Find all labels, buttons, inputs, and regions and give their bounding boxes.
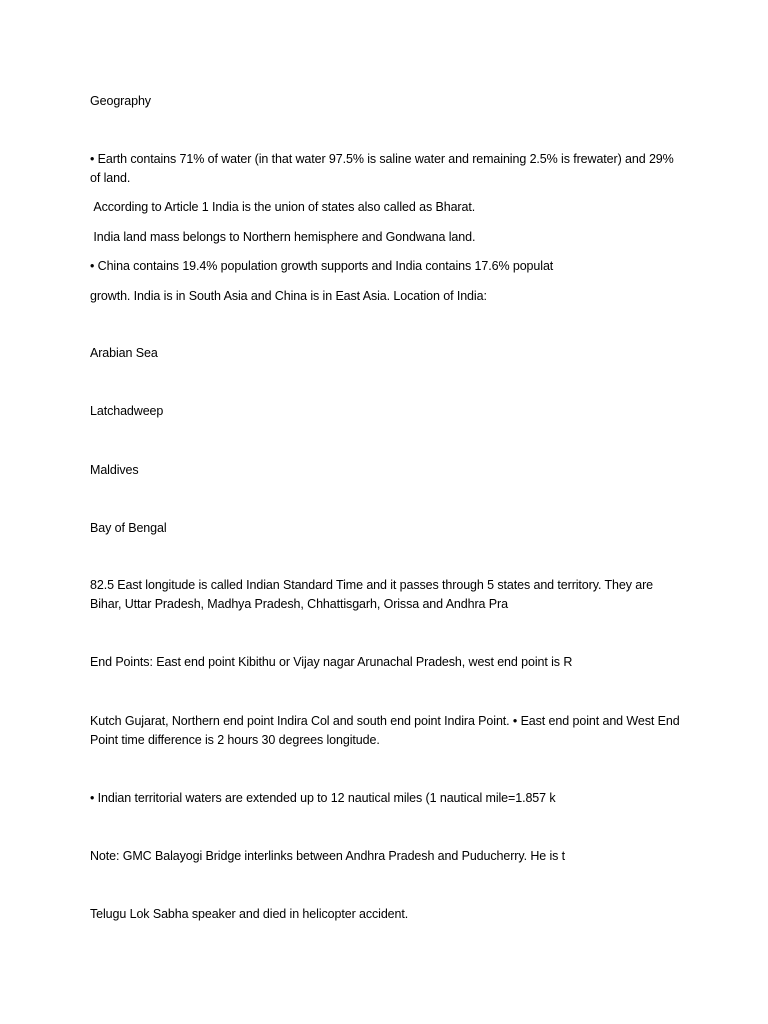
paragraph-kutch-gujarat: Kutch Gujarat, Northern end point Indira Col and south end point Indira Point. • East end point and West End Point time difference is 2 hours 30 degrees longitude. xyxy=(90,714,683,747)
paragraph-land-mass: India land mass belongs to Northern hemisphere and Gondwana land. xyxy=(90,230,476,244)
paragraph-balayogi-bridge: Note: GMC Balayogi Bridge interlinks between Andhra Pradesh and Puducherry. He is t xyxy=(90,849,566,863)
list-item-latchadweep: Latchadweep xyxy=(90,404,164,418)
paragraph-location-of-india: growth. India is in South Asia and China is in East Asia. Location of India: xyxy=(90,289,487,303)
paragraph-lok-sabha-speaker: Telugu Lok Sabha speaker and died in helicopter accident. xyxy=(90,907,409,921)
list-item-bay-of-bengal: Bay of Bengal xyxy=(90,521,167,535)
paragraph-china-population: • China contains 19.4% population growth supports and India contains 17.6% populat xyxy=(90,259,554,273)
document-heading: Geography xyxy=(90,94,151,108)
paragraph-end-points: End Points: East end point Kibithu or Vijay nagar Arunachal Pradesh, west end point is R xyxy=(90,655,573,669)
paragraph-article-1: According to Article 1 India is the union of states also called as Bharat. xyxy=(90,200,476,214)
list-item-arabian-sea: Arabian Sea xyxy=(90,346,158,360)
paragraph-territorial-waters: • Indian territorial waters are extended up to 12 nautical miles (1 nautical mile=1.857 k xyxy=(90,791,556,805)
paragraph-earth-water: • Earth contains 71% of water (in that water 97.5% is saline water and remaining 2.5% is frewater) and 29% of land. xyxy=(90,152,678,185)
paragraph-standard-time: 82.5 East longitude is called Indian Standard Time and it passes through 5 states and territory. They are Bihar, Uttar Pradesh, Madhya Pradesh, Chhattisgarh, Orissa and Andhra Pra xyxy=(90,578,657,611)
list-item-maldives: Maldives xyxy=(90,463,139,477)
